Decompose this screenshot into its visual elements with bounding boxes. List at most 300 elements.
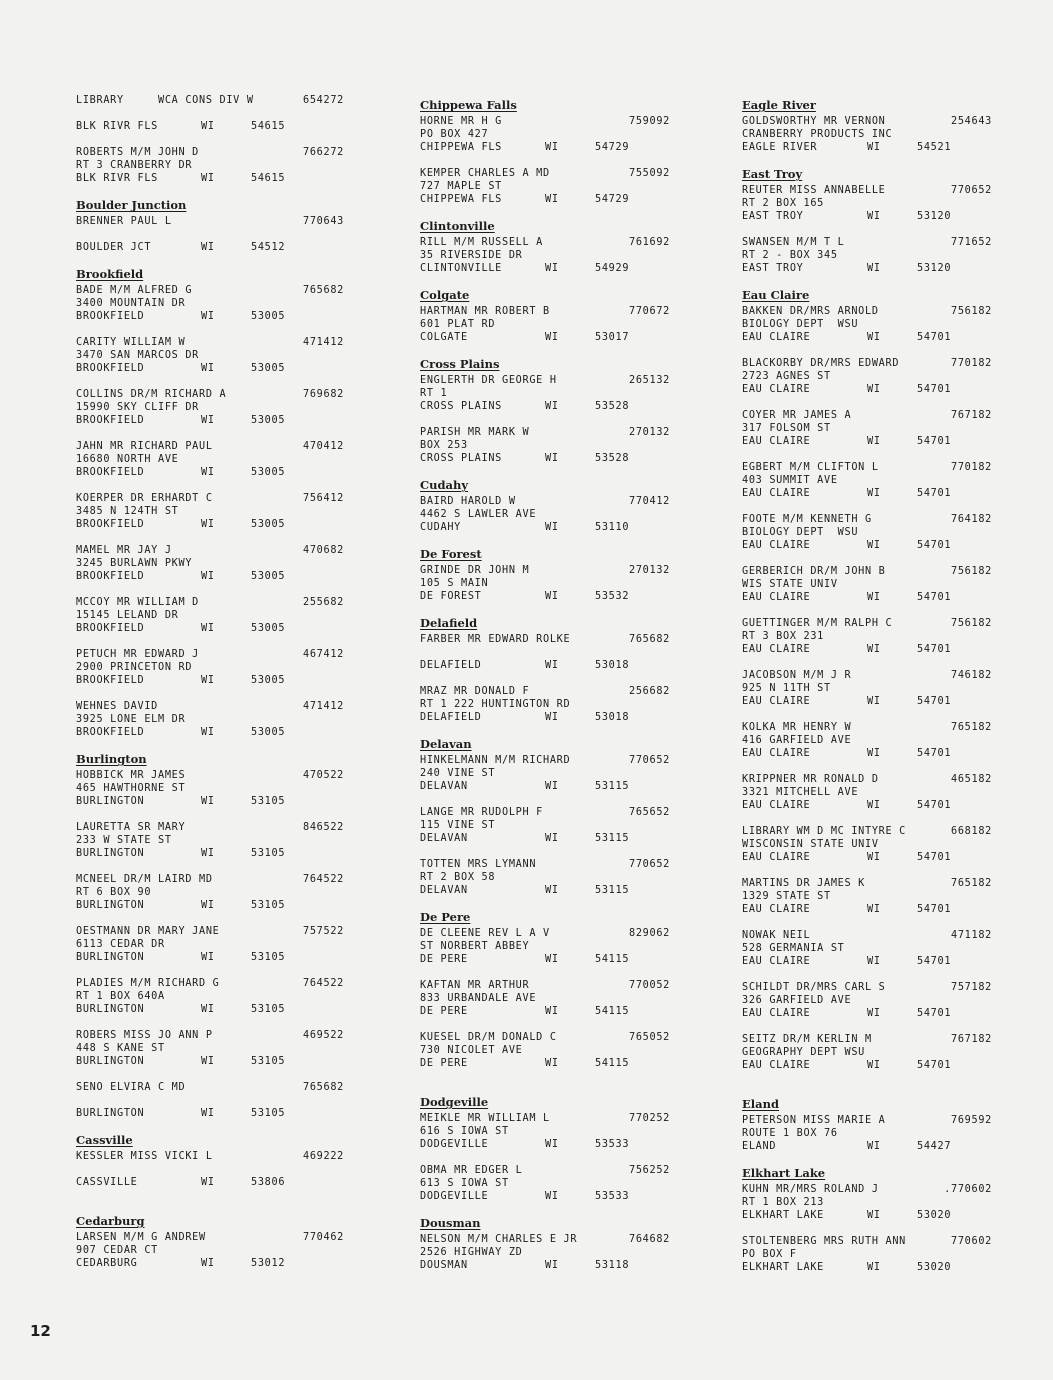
entry-state: WI bbox=[545, 522, 559, 533]
entry-code: 759092 bbox=[628, 116, 670, 127]
entry-city: BROOKFIELD bbox=[76, 623, 145, 634]
entry-state: WI bbox=[867, 384, 881, 395]
entry-state: WI bbox=[201, 415, 215, 426]
entry-code: 764682 bbox=[628, 1234, 670, 1245]
entry-address: 448 S KANE ST bbox=[76, 1043, 165, 1054]
entry-zip: 54929 bbox=[595, 263, 630, 274]
entry-state: WI bbox=[545, 712, 559, 723]
entry-zip: 54115 bbox=[595, 1006, 630, 1017]
entry-city: CHIPPEWA FLS bbox=[420, 194, 503, 205]
directory-entry bbox=[76, 648, 344, 687]
entry-zip: 53005 bbox=[251, 467, 286, 478]
entry-zip: 53005 bbox=[251, 571, 286, 582]
directory-entry bbox=[742, 721, 992, 760]
entry-name: EGBERT M/M CLIFTON L bbox=[742, 462, 879, 473]
directory-column-3 bbox=[742, 94, 992, 1287]
entry-state: WI bbox=[201, 242, 215, 253]
entry-city: BROOKFIELD bbox=[76, 727, 145, 738]
entry-zip: 54701 bbox=[917, 384, 952, 395]
entry-name: PLADIES M/M RICHARD G bbox=[76, 978, 220, 989]
entry-address: 616 S IOWA ST bbox=[420, 1126, 509, 1137]
entry-address: RT 2 - BOX 345 bbox=[742, 250, 838, 261]
entry-zip: 54701 bbox=[917, 592, 952, 603]
entry-code: 829062 bbox=[628, 928, 670, 939]
entry-address: RT 6 BOX 90 bbox=[76, 887, 152, 898]
entry-address: 3470 SAN MARCOS DR bbox=[76, 350, 200, 361]
entry-address: 907 CEDAR CT bbox=[76, 1245, 159, 1256]
directory-entry bbox=[76, 492, 344, 531]
entry-city: BROOKFIELD bbox=[76, 467, 145, 478]
city-heading: Eland bbox=[742, 1097, 779, 1111]
entry-code: 766272 bbox=[302, 147, 344, 158]
entry-address: 240 VINE ST bbox=[420, 768, 496, 779]
entry-zip: 53018 bbox=[595, 712, 630, 723]
entry-code: 469522 bbox=[302, 1030, 344, 1041]
entry-zip: 54729 bbox=[595, 194, 630, 205]
entry-zip: 53005 bbox=[251, 675, 286, 686]
entry-name: MRAZ MR DONALD F bbox=[420, 686, 530, 697]
entry-address: 233 W STATE ST bbox=[76, 835, 172, 846]
entry-address: 115 VINE ST bbox=[420, 820, 496, 831]
entry-city: BROOKFIELD bbox=[76, 311, 145, 322]
entry-zip: 54701 bbox=[917, 332, 952, 343]
entry-address: RT 3 CRANBERRY DR bbox=[76, 160, 193, 171]
entry-state: WI bbox=[867, 436, 881, 447]
entry-name: LARSEN M/M G ANDREW bbox=[76, 1232, 206, 1243]
entry-state: WI bbox=[201, 952, 215, 963]
entry-city: BURLINGTON bbox=[76, 900, 145, 911]
entry-code: 770252 bbox=[628, 1113, 670, 1124]
entry-zip: 54701 bbox=[917, 1008, 952, 1019]
directory-entry bbox=[742, 305, 992, 344]
entry-city: EAU CLAIRE bbox=[742, 1060, 811, 1071]
city-heading: Clintonville bbox=[420, 219, 495, 233]
entry-city: BLK RIVR FLS bbox=[76, 173, 159, 184]
entry-address: RT 1 bbox=[420, 388, 448, 399]
entry-zip: 53120 bbox=[917, 263, 952, 274]
entry-city: BROOKFIELD bbox=[76, 415, 145, 426]
entry-code: 770643 bbox=[302, 216, 344, 227]
entry-code: 471182 bbox=[950, 930, 992, 941]
entry-code: 270132 bbox=[628, 565, 670, 576]
entry-name: GOLDSWORTHY MR VERNON bbox=[742, 116, 886, 127]
entry-name: SENO ELVIRA C MD bbox=[76, 1082, 186, 1093]
entry-zip: 53105 bbox=[251, 1108, 286, 1119]
city-heading: Eagle River bbox=[742, 98, 816, 112]
entry-state: WI bbox=[201, 1258, 215, 1269]
entry-name: JAHN MR RICHARD PAUL bbox=[76, 441, 213, 452]
entry-state: WI bbox=[201, 173, 215, 184]
entry-name: HORNE MR H G bbox=[420, 116, 503, 127]
entry-address: 416 GARFIELD AVE bbox=[742, 735, 852, 746]
entry-name: MCNEEL DR/M LAIRD MD bbox=[76, 874, 213, 885]
directory-entry bbox=[420, 659, 670, 672]
entry-code: 465182 bbox=[950, 774, 992, 785]
entry-code: 764522 bbox=[302, 874, 344, 885]
entry-zip: 53018 bbox=[595, 660, 630, 671]
entry-code: 756182 bbox=[950, 618, 992, 629]
entry-zip: 53120 bbox=[917, 211, 952, 222]
city-heading: East Troy bbox=[742, 167, 803, 181]
city-heading: Colgate bbox=[420, 288, 470, 302]
entry-name: KOLKA MR HENRY W bbox=[742, 722, 852, 733]
entry-state: WI bbox=[201, 1177, 215, 1188]
directory-entry bbox=[420, 979, 670, 1018]
directory-entry bbox=[420, 1031, 670, 1070]
directory-entry bbox=[76, 925, 344, 964]
entry-zip: 53533 bbox=[595, 1191, 630, 1202]
directory-entry bbox=[742, 236, 992, 275]
entry-code: 270132 bbox=[628, 427, 670, 438]
city-heading: Elkhart Lake bbox=[742, 1166, 826, 1180]
entry-zip: 53012 bbox=[251, 1258, 286, 1269]
entry-code: 467412 bbox=[302, 649, 344, 660]
entry-state: WI bbox=[201, 623, 215, 634]
entry-name: KEMPER CHARLES A MD bbox=[420, 168, 550, 179]
entry-zip: 54701 bbox=[917, 488, 952, 499]
entry-zip: 53532 bbox=[595, 591, 630, 602]
entry-city: BLK RIVR FLS bbox=[76, 121, 159, 132]
entry-name: OESTMANN DR MARY JANE bbox=[76, 926, 220, 937]
entry-code: 756252 bbox=[628, 1165, 670, 1176]
entry-zip: 54115 bbox=[595, 1058, 630, 1069]
entry-address: CRANBERRY PRODUCTS INC bbox=[742, 129, 893, 140]
entry-city: CROSS PLAINS bbox=[420, 453, 503, 464]
entry-name: JACOBSON M/M J R bbox=[742, 670, 852, 681]
entry-state: WI bbox=[545, 263, 559, 274]
entry-zip: 53115 bbox=[595, 781, 630, 792]
entry-name: KOERPER DR ERHARDT C bbox=[76, 493, 213, 504]
entry-code: 756412 bbox=[302, 493, 344, 504]
directory-entry bbox=[76, 821, 344, 860]
entry-name: ROBERS MISS JO ANN P bbox=[76, 1030, 213, 1041]
directory-entry bbox=[76, 440, 344, 479]
entry-code: 769682 bbox=[302, 389, 344, 400]
entry-code: 770652 bbox=[628, 859, 670, 870]
entry-zip: 53105 bbox=[251, 848, 286, 859]
entry-name: KUHN MR/MRS ROLAND J bbox=[742, 1184, 879, 1195]
directory-entry bbox=[76, 215, 344, 228]
entry-code: 765682 bbox=[302, 285, 344, 296]
entry-city: ELKHART LAKE bbox=[742, 1262, 825, 1273]
entry-address: ROUTE 1 BOX 76 bbox=[742, 1128, 838, 1139]
directory-entry bbox=[420, 806, 670, 845]
entry-city: BURLINGTON bbox=[76, 1056, 145, 1067]
entry-zip: 54701 bbox=[917, 644, 952, 655]
directory-entry bbox=[76, 241, 344, 254]
entry-address: 15145 LELAND DR bbox=[76, 610, 179, 621]
entry-state: WI bbox=[867, 1262, 881, 1273]
entry-state: WI bbox=[201, 900, 215, 911]
directory-entry bbox=[420, 495, 670, 534]
entry-code: 254643 bbox=[950, 116, 992, 127]
entry-zip: 53105 bbox=[251, 1056, 286, 1067]
entry-code: .770602 bbox=[944, 1184, 992, 1195]
entry-zip: 54115 bbox=[595, 954, 630, 965]
entry-state: WI bbox=[201, 519, 215, 530]
entry-city: DE PERE bbox=[420, 1058, 468, 1069]
entry-zip: 53110 bbox=[595, 522, 630, 533]
entry-state: WI bbox=[545, 1058, 559, 1069]
entry-city: DELAVAN bbox=[420, 833, 468, 844]
entry-name: TOTTEN MRS LYMANN bbox=[420, 859, 537, 870]
entry-state: WI bbox=[201, 796, 215, 807]
entry-code: 668182 bbox=[950, 826, 992, 837]
entry-zip: 54701 bbox=[917, 540, 952, 551]
entry-state: WI bbox=[545, 332, 559, 343]
entry-name: BAIRD HAROLD W bbox=[420, 496, 516, 507]
entry-zip: 54701 bbox=[917, 436, 952, 447]
entry-state: WI bbox=[867, 904, 881, 915]
entry-zip: 53528 bbox=[595, 453, 630, 464]
entry-code: 767182 bbox=[950, 410, 992, 421]
directory-entry bbox=[742, 1183, 992, 1222]
entry-state: WI bbox=[545, 833, 559, 844]
entry-city: EAST TROY bbox=[742, 211, 804, 222]
entry-zip: 54701 bbox=[917, 904, 952, 915]
entry-name: HARTMAN MR ROBERT B bbox=[420, 306, 550, 317]
entry-city: DOUSMAN bbox=[420, 1260, 468, 1271]
entry-city: BURLINGTON bbox=[76, 1004, 145, 1015]
city-heading: Brookfield bbox=[76, 267, 144, 281]
entry-code: 770462 bbox=[302, 1232, 344, 1243]
entry-address: BOX 253 bbox=[420, 440, 468, 451]
entry-address: 2526 HIGHWAY ZD bbox=[420, 1247, 523, 1258]
directory-entry bbox=[76, 336, 344, 375]
directory-entry bbox=[420, 927, 670, 966]
entry-address: 105 S MAIN bbox=[420, 578, 489, 589]
entry-code: 756182 bbox=[950, 306, 992, 317]
entry-state: WI bbox=[201, 363, 215, 374]
entry-state: WI bbox=[545, 1139, 559, 1150]
entry-city: BROOKFIELD bbox=[76, 363, 145, 374]
entry-state: WI bbox=[201, 467, 215, 478]
entry-code: 770052 bbox=[628, 980, 670, 991]
entry-code: 846522 bbox=[302, 822, 344, 833]
entry-state: WI bbox=[867, 332, 881, 343]
entry-address: 16680 NORTH AVE bbox=[76, 454, 179, 465]
city-heading: Cudahy bbox=[420, 478, 469, 492]
entry-city: CEDARBURG bbox=[76, 1258, 138, 1269]
directory-entry bbox=[76, 146, 344, 185]
entry-name: ROBERTS M/M JOHN D bbox=[76, 147, 200, 158]
entry-zip: 54729 bbox=[595, 142, 630, 153]
entry-name: KAFTAN MR ARTHUR bbox=[420, 980, 530, 991]
city-heading: Dodgeville bbox=[420, 1095, 489, 1109]
entry-state: WI bbox=[201, 1108, 215, 1119]
entry-address: 1329 STATE ST bbox=[742, 891, 831, 902]
entry-name: LIBRARY WCA CONS DIV W bbox=[76, 95, 254, 106]
entry-address: 730 NICOLET AVE bbox=[420, 1045, 523, 1056]
entry-zip: 53115 bbox=[595, 885, 630, 896]
entry-address: BIOLOGY DEPT WSU bbox=[742, 319, 859, 330]
entry-name: PETERSON MISS MARIE A bbox=[742, 1115, 886, 1126]
entry-address: 317 FOLSOM ST bbox=[742, 423, 831, 434]
entry-code: 770182 bbox=[950, 462, 992, 473]
entry-code: 471412 bbox=[302, 701, 344, 712]
city-heading: Delafield bbox=[420, 616, 478, 630]
entry-state: WI bbox=[545, 142, 559, 153]
entry-name: STOLTENBERG MRS RUTH ANN bbox=[742, 1236, 907, 1247]
entry-name: BAKKEN DR/MRS ARNOLD bbox=[742, 306, 879, 317]
directory-entry bbox=[76, 120, 344, 133]
entry-city: DELAFIELD bbox=[420, 712, 482, 723]
entry-city: BROOKFIELD bbox=[76, 675, 145, 686]
entry-state: WI bbox=[867, 1210, 881, 1221]
entry-state: WI bbox=[545, 660, 559, 671]
entry-address: 3400 MOUNTAIN DR bbox=[76, 298, 186, 309]
entry-name: COYER MR JAMES A bbox=[742, 410, 852, 421]
entry-zip: 54701 bbox=[917, 956, 952, 967]
directory-entry bbox=[742, 461, 992, 500]
directory-entry bbox=[742, 357, 992, 396]
entry-name: GUETTINGER M/M RALPH C bbox=[742, 618, 893, 629]
entry-state: WI bbox=[545, 781, 559, 792]
entry-code: 470522 bbox=[302, 770, 344, 781]
entry-city: BURLINGTON bbox=[76, 952, 145, 963]
entry-zip: 53528 bbox=[595, 401, 630, 412]
entry-state: WI bbox=[867, 1008, 881, 1019]
entry-zip: 53005 bbox=[251, 727, 286, 738]
entry-city: CUDAHY bbox=[420, 522, 462, 533]
city-heading: De Forest bbox=[420, 547, 482, 561]
entry-zip: 53005 bbox=[251, 519, 286, 530]
entry-city: EAU CLAIRE bbox=[742, 956, 811, 967]
entry-city: EAU CLAIRE bbox=[742, 696, 811, 707]
entry-address: ST NORBERT ABBEY bbox=[420, 941, 530, 952]
directory-entry bbox=[742, 565, 992, 604]
entry-address: 727 MAPLE ST bbox=[420, 181, 503, 192]
entry-zip: 54427 bbox=[917, 1141, 952, 1152]
entry-city: BURLINGTON bbox=[76, 796, 145, 807]
directory-entry bbox=[76, 1231, 344, 1270]
entry-state: WI bbox=[867, 1060, 881, 1071]
directory-entry bbox=[742, 825, 992, 864]
entry-state: WI bbox=[545, 194, 559, 205]
spacer bbox=[742, 1085, 992, 1093]
entry-address: 3321 MITCHELL AVE bbox=[742, 787, 859, 798]
entry-state: WI bbox=[545, 1191, 559, 1202]
entry-code: 755092 bbox=[628, 168, 670, 179]
entry-state: WI bbox=[867, 592, 881, 603]
entry-city: CASSVILLE bbox=[76, 1177, 138, 1188]
entry-name: SEITZ DR/M KERLIN M bbox=[742, 1034, 872, 1045]
entry-state: WI bbox=[545, 885, 559, 896]
entry-name: NOWAK NEIL bbox=[742, 930, 811, 941]
directory-entry bbox=[420, 858, 670, 897]
directory-entry bbox=[76, 873, 344, 912]
directory-entry bbox=[76, 544, 344, 583]
entry-zip: 54521 bbox=[917, 142, 952, 153]
entry-address: 3925 LONE ELM DR bbox=[76, 714, 186, 725]
entry-state: WI bbox=[545, 401, 559, 412]
directory-entry bbox=[742, 115, 992, 154]
entry-code: 255682 bbox=[302, 597, 344, 608]
page-number: 12 bbox=[30, 1322, 51, 1340]
directory-entry bbox=[76, 1176, 344, 1189]
directory-column-1 bbox=[76, 94, 344, 1283]
entry-state: WI bbox=[545, 453, 559, 464]
directory-entry bbox=[76, 977, 344, 1016]
directory-entry bbox=[420, 633, 670, 646]
entry-city: DELAFIELD bbox=[420, 660, 482, 671]
entry-zip: 53105 bbox=[251, 796, 286, 807]
directory-entry bbox=[420, 305, 670, 344]
directory-entry bbox=[742, 1033, 992, 1072]
entry-address: 2723 AGNES ST bbox=[742, 371, 831, 382]
entry-state: WI bbox=[201, 1004, 215, 1015]
directory-column-2 bbox=[420, 94, 670, 1285]
spacer bbox=[420, 1083, 670, 1091]
entry-code: 764522 bbox=[302, 978, 344, 989]
entry-address: RT 2 BOX 165 bbox=[742, 198, 825, 209]
entry-code: 761692 bbox=[628, 237, 670, 248]
entry-code: 757522 bbox=[302, 926, 344, 937]
entry-city: EAU CLAIRE bbox=[742, 904, 811, 915]
entry-name: MARTINS DR JAMES K bbox=[742, 878, 866, 889]
directory-entry bbox=[742, 1235, 992, 1274]
entry-state: WI bbox=[867, 696, 881, 707]
entry-address: 3245 BURLAWN PKWY bbox=[76, 558, 193, 569]
entry-name: KUESEL DR/M DONALD C bbox=[420, 1032, 557, 1043]
entry-state: WI bbox=[545, 591, 559, 602]
entry-name: PARISH MR MARK W bbox=[420, 427, 530, 438]
entry-code: 771652 bbox=[950, 237, 992, 248]
entry-name: BLACKORBY DR/MRS EDWARD bbox=[742, 358, 900, 369]
entry-city: BOULDER JCT bbox=[76, 242, 152, 253]
entry-code: 470682 bbox=[302, 545, 344, 556]
entry-state: WI bbox=[867, 800, 881, 811]
directory-entry bbox=[742, 929, 992, 968]
entry-address: RT 1 222 HUNTINGTON RD bbox=[420, 699, 571, 710]
entry-city: EAU CLAIRE bbox=[742, 384, 811, 395]
entry-zip: 54701 bbox=[917, 852, 952, 863]
entry-name: GERBERICH DR/M JOHN B bbox=[742, 566, 886, 577]
entry-city: BURLINGTON bbox=[76, 848, 145, 859]
entry-zip: 53105 bbox=[251, 900, 286, 911]
directory-entry bbox=[76, 769, 344, 808]
entry-code: 470412 bbox=[302, 441, 344, 452]
entry-code: 770602 bbox=[950, 1236, 992, 1247]
entry-zip: 54701 bbox=[917, 748, 952, 759]
directory-entry bbox=[420, 564, 670, 603]
entry-address: 528 GERMANIA ST bbox=[742, 943, 845, 954]
entry-code: 765682 bbox=[628, 634, 670, 645]
entry-name: LIBRARY WM D MC INTYRE C bbox=[742, 826, 907, 837]
city-heading: Delavan bbox=[420, 737, 472, 751]
entry-name: REUTER MISS ANNABELLE bbox=[742, 185, 886, 196]
entry-name: GRINDE DR JOHN M bbox=[420, 565, 530, 576]
entry-city: ELKHART LAKE bbox=[742, 1210, 825, 1221]
entry-city: DE FOREST bbox=[420, 591, 482, 602]
entry-zip: 53005 bbox=[251, 623, 286, 634]
entry-zip: 53017 bbox=[595, 332, 630, 343]
entry-code: 770182 bbox=[950, 358, 992, 369]
entry-address: PO BOX 427 bbox=[420, 129, 489, 140]
entry-code: 765182 bbox=[950, 878, 992, 889]
entry-state: WI bbox=[867, 1141, 881, 1152]
entry-name: KESSLER MISS VICKI L bbox=[76, 1151, 213, 1162]
entry-name: SWANSEN M/M T L bbox=[742, 237, 845, 248]
entry-state: WI bbox=[867, 956, 881, 967]
entry-state: WI bbox=[201, 848, 215, 859]
entry-name: NELSON M/M CHARLES E JR bbox=[420, 1234, 578, 1245]
directory-entry bbox=[76, 94, 344, 107]
entry-city: EAU CLAIRE bbox=[742, 1008, 811, 1019]
entry-name: OBMA MR EDGER L bbox=[420, 1165, 523, 1176]
entry-zip: 53118 bbox=[595, 1260, 630, 1271]
entry-name: LANGE MR RUDOLPH F bbox=[420, 807, 544, 818]
